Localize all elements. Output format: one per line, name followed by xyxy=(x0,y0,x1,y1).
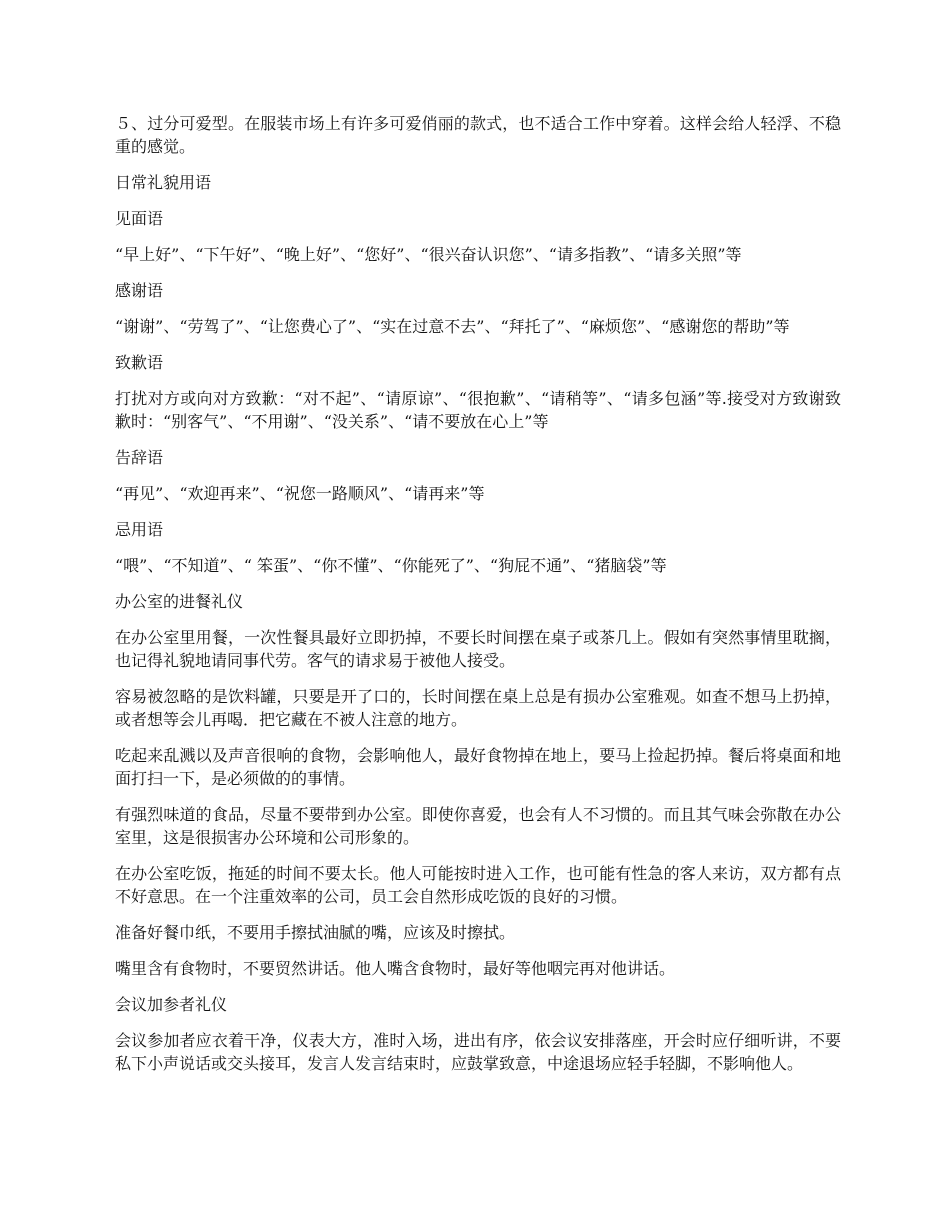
paragraph-taboo: “喂”、“不知道”、“ 笨蛋”、“你不懂”、“你能死了”、“狗屁不通”、“猪脑袋”等 xyxy=(115,556,667,575)
paragraph-dining-2: 容易被忽略的是饮料罐，只要是开了口的，长时间摆在桌上总是有损办公室雅观。如查不想马上扔掉，或者想等会儿再喝．把它藏在不被人注意的地方。 xyxy=(115,687,841,729)
paragraph-apology: 打扰对方或向对方致歉：“对不起”、“请原谅”、“很抱歉”、“请稍等”、“请多包涵”等.接受对方致谢致歉时：“别客气”、“不用谢”、“没关系”、“请不要放在心上”等 xyxy=(115,389,841,431)
heading-taboo: 忌用语 xyxy=(115,520,164,539)
paragraph-cute-style: ５、过分可爱型。在服装市场上有许多可爱俏丽的款式，也不适合工作中穿着。这样会给人轻浮、不稳重的感觉。 xyxy=(115,114,841,156)
paragraph-dining-3: 吃起来乱溅以及声音很响的食物，会影响他人，最好食物掉在地上，要马上捡起扔掉。餐后将桌面和地面打扫一下，是必须做的的事情。 xyxy=(115,746,841,788)
paragraph-dining-5: 在办公室吃饭，拖延的时间不要太长。他人可能按时进入工作，也可能有性急的客人来访，双方都有点不好意思。在一个注重效率的公司，员工会自然形成吃饭的良好的习惯。 xyxy=(115,864,841,906)
document-page xyxy=(115,112,841,1088)
paragraph-greetings: “早上好”、“下午好”、“晚上好”、“您好”、“很兴奋认识您”、“请多指教”、“请多关照”等 xyxy=(115,245,742,264)
paragraph-dining-1: 在办公室里用餐，一次性餐具最好立即扔掉，不要长时间摆在桌子或茶几上。假如有突然事情里耽搁，也记得礼貌地请同事代劳。客气的请求易于被他人接受。 xyxy=(115,628,841,670)
heading-apology: 致歉语 xyxy=(115,353,164,372)
paragraph-thanks: “谢谢”、“劳驾了”、“让您费心了”、“实在过意不去”、“拜托了”、“麻烦您”、“感谢您的帮助”等 xyxy=(115,317,790,336)
paragraph-farewell: “再见”、“欢迎再来”、“祝您一路顺风”、“请再来”等 xyxy=(115,484,485,503)
heading-greetings: 见面语 xyxy=(115,209,164,228)
paragraph-meeting: 会议参加者应衣着干净，仪表大方，准时入场，进出有序，依会议安排落座，开会时应仔细听讲，不要私下小声说话或交头接耳，发言人发言结束时，应鼓掌致意，中途退场应轻手轻脚，不影响他人。 xyxy=(115,1031,841,1073)
paragraph-dining-7: 嘴里含有食物时，不要贸然讲话。他人嘴含食物时，最好等他咽完再对他讲话。 xyxy=(115,959,676,978)
heading-daily-polite-phrases: 日常礼貌用语 xyxy=(115,173,212,192)
heading-farewell: 告辞语 xyxy=(115,448,164,467)
heading-office-dining: 办公室的进餐礼仪 xyxy=(115,592,244,611)
paragraph-dining-6: 准备好餐巾纸，不要用手擦拭油腻的嘴，应该及时擦拭。 xyxy=(115,923,516,942)
paragraph-dining-4: 有强烈味道的食品，尽量不要带到办公室。即使你喜爱，也会有人不习惯的。而且其气味会弥散在办公室里，这是很损害办公环境和公司形象的。 xyxy=(115,805,841,847)
heading-thanks: 感谢语 xyxy=(115,281,164,300)
heading-meeting-etiquette: 会议加参者礼仪 xyxy=(115,995,228,1014)
